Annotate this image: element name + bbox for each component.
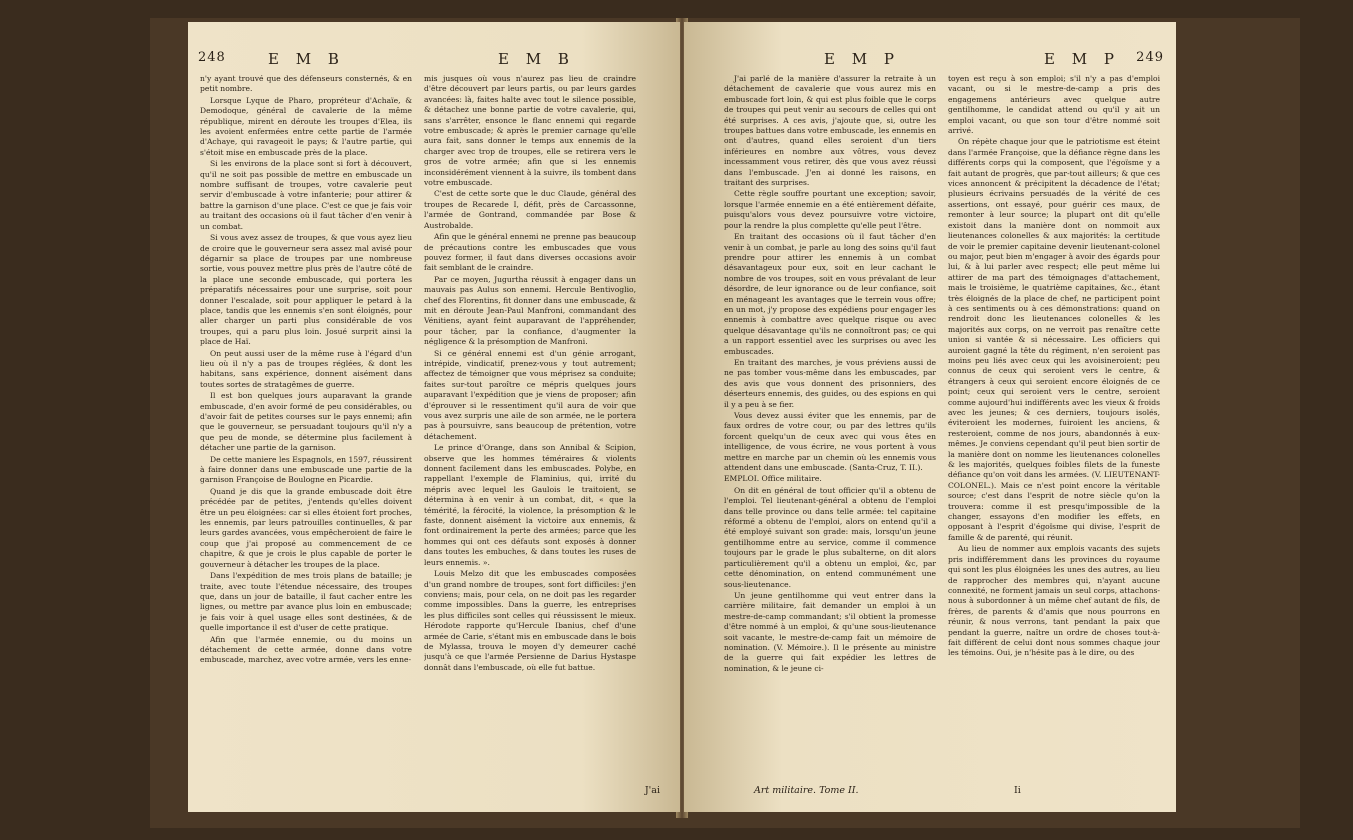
paragraph: Si les environs de la place sont si fort à découvert, qu'il ne soit pas possible de mettre en embuscade un nombre suffisant de troupes, votre cavalerie peut servir d'embuscade à votre infanterie; pour attirer & battre la garnison d'une place. C'est ce que je fais voir au traitant des occasions où il faut tâcher d'en venir à un combat.	[200, 159, 412, 231]
paragraph: Au lieu de nommer aux emplois vacants des sujets pris indifféremment dans les provinces du royaume qui sont les plus éloignées les unes des autres, au lieu de rapprocher des membres qui, n'ayant aucune connexité, ne forment jamais un seul corps, attachons-nous à subordonner à un même chef autant de fils, de frères, de parents & d'amis que nous pourrons en réunir, & nous verrons, tant pendant la paix que pendant la guerre, naître un ordre de choses tout-à-fait différent de celui dont nous sommes chaque jour les témoins. Oui, je n'hésite pas à le dire, ou des	[948, 544, 1160, 658]
paragraph: Un jeune gentilhomme qui veut entrer dans la carrière militaire, fait demander un emploi à un mestre-de-camp commandant; s'il obtient la promesse d'être nommé à un emploi, & qu'une sous-lieutenance soit vacante, le mestre-de-camp fait un mémoire de nomination. (V. Mémoire.). Il le présente au ministre de la guerre qui fait expédier les lettres de nomination, & le jeune ci-	[724, 590, 936, 673]
paragraph: Lorsque Lyque de Pharo, propréteur d'Achaïe, & Demodoque, général de cavalerie de la même république, mirent en déroute les troupes d'Elea, ils les avoient enfermées entre cette partie de l'armée d'Achaye, qui ravageoit le pays; & l'autre partie, qui s'étoit mise en embuscade près de la place.	[200, 95, 412, 157]
paragraph: Vous devez aussi éviter que les ennemis, par de faux ordres de votre cour, ou par des lettres qu'ils forcent quelqu'un de ceux avec qui vous êtes en intelligence, de vous écrire, ne vous portent à vous mettre en marche par un chemin où les ennemis vous attendent dans une embuscade. (Santa-Cruz, T. II.).	[724, 411, 936, 473]
right-column-2	[948, 74, 1160, 774]
running-head-right-col1: E M P	[824, 50, 900, 68]
running-head-left-col2: E M B	[498, 50, 575, 68]
paragraph: Afin que le général ennemi ne prenne pas beaucoup de précautions contre les embuscades que vous pouvez former, il faut dans diverses occasions avoir fait semblant de le craindre.	[424, 232, 636, 273]
paragraph: Afin que l'armée ennemie, ou du moins un détachement de cette armée, donne dans votre embuscade, marchez, avec votre armée, vers les enne-	[200, 634, 412, 665]
right-column-1	[724, 74, 936, 774]
paragraph: Louis Melzo dit que les embuscades composées d'un grand nombre de troupes, sont fort difficiles: j'en conviens; mais, pour cela, on ne doit pas les regarder comme impossibles. Dans la guerre, les entreprises les plus difficiles sont celles qui réussissent le mieux. Hérodote rapporte qu'Hercule Ibanius, chef d'une armée de Carie, s'étant mis en embuscade dans le bois de Mylassa, trouva le moyen d'y demeurer caché jusqu'à ce que l'armée Persienne de Darius Hystaspe donnât dans l'embuscade, où elle fut battue.	[424, 569, 636, 672]
paragraph: Par ce moyen, Jugurtha réussit à engager dans un mauvais pas Aulus son ennemi. Hercule Bentivoglio, chef des Florentins, fit donner dans une embuscade, & mit en déroute Jean-Paul Manfroni, commandant des Vénitiens, ayant feint auparavant de l'appréhender, pour tâcher, par la confiance, d'augmenter la négligence & la présomption de Manfroni.	[424, 274, 636, 347]
paragraph: Si vous avez assez de troupes, & que vous ayez lieu de croire que le gouverneur sera assez mal avisé pour dégarnir sa place de troupes par une nombreuse sortie, vous pouvez mettre plus près de l'autre côté de la place une seconde embuscade, qui portera les préparatifs nécessaires pour une surprise, soit pour donner l'escalade, soit pour appliquer le petard à la place, tandis que les ennemis s'en sont éloignés, pour aller charger un parti plus considérable de vos troupes, qui a paru plus loin. Josué surprit ainsi la place de Haï.	[200, 233, 412, 347]
paragraph: n'y ayant trouvé que des défenseurs consternés, & en petit nombre.	[200, 74, 412, 94]
page-number-right: 249	[1136, 50, 1164, 65]
left-column-2	[424, 74, 636, 774]
paragraph: On peut aussi user de la même ruse à l'égard d'un lieu où il n'y a pas de troupes réglées, & dont les habitans, sans expérience, donnent aisément dans toutes sortes de stratagêmes de guerre.	[200, 348, 412, 389]
paragraph: Dans l'expédition de mes trois plans de bataille; je traite, avec toute l'étendue nécessaire, des troupes que, dans un jour de bataille, il faut cacher entre les lignes, ou mettre par avance plus loin en embuscade; je fais voir à quel usage elles sont destinées, & de quelle importance il est d'user de cette pratique.	[200, 571, 412, 633]
paragraph: C'est de cette sorte que le duc Claude, général des troupes de Recarede I, défit, près de Carcassonne, l'armée de Gontrand, commandée par Bose & Austrobalde.	[424, 189, 636, 230]
paragraph: mis jusques où vous n'aurez pas lieu de craindre d'être découvert par leurs partis, ou par leurs gardes avancées: là, faites halte avec tout le silence possible, & détachez une bonne partie de votre cavalerie, qui, sans s'arrêter, ensonce le flanc ennemi qui regarde votre embuscade; & après le premier carnage qu'elle aura fait, sans donner le temps aux ennemis de la charger avec trop de troupes, elle se retirera vers le gros de votre armée; afin que si les ennemis inconsidérément viennent à la suivre, ils tombent dans votre embuscade.	[424, 74, 636, 188]
right-header	[684, 50, 1176, 68]
paragraph: J'ai parlé de la manière d'assurer la retraite à un détachement de cavalerie que vous aurez mis en embuscade fort loin, & qui est plus foible que le corps de troupes qui peut venir au secours de celles qui ont été surprises. A ces avis, j'ajoute que, si, outre les troupes battues dans votre embuscade, les ennemis en ont d'autres, quand elles seroient d'un tiers inférieures en nombre aux vôtres, vous devez incessamment vous retirer, dès que vous avez réussi dans l'embuscade. J'en ai donné les raisons, en traitant des surprises.	[724, 74, 936, 188]
signature-mark: Ii	[1014, 785, 1021, 796]
running-head-right-col2: E M P	[1044, 50, 1120, 68]
paragraph: Si ce général ennemi est d'un génie arrogant, intrépide, vindicatif, prenez-vous y tout autrement; affectez de témoigner que vous méprisez sa conduite; faites sur-tout paroître ce mépris quelques jours auparavant l'expédition que je viens de proposer; afin d'éprouver si le ressentiment qu'il aura de voir que vous avez surpris une aile de son armée, ne le portera pas à poursuivre, sans beaucoup de prétention, votre détachement.	[424, 348, 636, 441]
left-page	[188, 22, 680, 812]
page-number-left: 248	[198, 50, 226, 65]
catchword: J'ai	[644, 785, 660, 796]
paragraph: En traitant des occasions où il faut tâcher d'en venir à un combat, je parle au long des soins qu'il faut prendre pour attirer les ennemis à un combat désavantageux pour eux, soit en leur cachant le nombre de vos troupes, soit en vous prévalant de leur désordre, de leur ignorance ou de leur confiance, soit en ménageant les avantages que le terrein vous offre; en un mot, j'y propose des expédiens pour engager les ennemis à combattre avec quelque risque ou avec quelque désavantage qu'ils ne connoîtront pas; ce qui a un rapport essentiel avec les surprises ou avec les embuscades.	[724, 232, 936, 356]
entry-heading-emploi: EMPLOI. Office militaire.	[724, 474, 822, 484]
page-footer: Art militaire. Tome II.	[754, 785, 859, 796]
paragraph: Le prince d'Orange, dans son Annibal & Scipion, observe que les hommes téméraires & violents donnent facilement dans les embuscades. Polybe, en rappellant l'exemple de Flaminius, qui, irrité du mépris avec lequel les Gaulois le traitoient, se détermina à en venir à un combat, dit, « que la témérité, la férocité, la violence, la présomption & le faste, donnent aisément la victoire aux ennemis, & font ordinairement la perte des armées; parce que les hommes qui ont ces défauts sont exposés à donner dans toutes les embuches, & dans toutes les ruses de leurs ennemis. ».	[424, 443, 636, 567]
paragraph: En traitant des marches, je vous préviens aussi de ne pas tomber vous-même dans les embuscades, par des avis que vous donnent des prisonniers, des déserteurs ennemis, des guides, ou des espions en qui il y a peu à se fier.	[724, 357, 936, 409]
paragraph: De cette maniere les Espagnols, en 1597, réussirent à faire donner dans une embuscade une partie de la garnison Françoise de Boulogne en Picardie.	[200, 454, 412, 485]
paragraph: On répète chaque jour que le patriotisme est éteint dans l'armée Françoise, que la défiance règne dans les différents corps qui la composent, que l'égoïsme y a fait autant de progrès, que par-tout ailleurs; & que ces vices annoncent & précipitent la décadence de l'état; plusieurs écrivains persuadés de la vérité de ces assertions, ont essayé, pour guérir ces maux, de remonter à leur source; la plupart ont dit qu'elle existoit dans la manière dont on nommoit aux lieutenances colonelles & aux majorités: la certitude de voir le premier capitaine devenir lieutenant-colonel ou major, peut bien m'engager à avoir des égards pour lui, & à lui parler avec respect; elle peut même lui attirer de ma part des témoignages d'attachement, mais le troisième, le quatrième capitaines, &c., étant très éloignés de la place de chef, ne participent point à ces sentiments ou à ces démonstrations: quand on rendroit donc les lieutenances colonelles & les majorités aux corps, on ne verroit pas renaître cette union si vantée & si nécessaire. Les officiers qui auroient gagné la tête du régiment, n'en seroient pas moins peu liés avec ceux qui les avoisineroient; peu connus de ceux qui seroient vers le centre, & étrangers à ceux qui seroient encore éloignés de ce point; ceux qui seroient vers le centre, seroient comme aujourd'hui indifférents avec les vieux & froids avec les jeunes; & ces derniers, toujours isolés, éviteroient les modernes, fuiroient les anciens, & resteroient, comme de nos jours, abandonnés à eux-mêmes. Je conviens cependant qu'il peut bien sortir de la manière dont on nomme les lieutenances colonelles & les majorités, quelques foibles filets de la funeste défiance qu'on voit dans les armées. (V. LIEUTENANT-COLONEL.). Mais ce n'est point encore la véritable source; c'est dans l'esprit de notre siècle qu'on la trouvera: comme il est presqu'impossible de la changer, essayons d'en modifier les effets, en opposant à l'esprit d'égoïsme qui divise, l'esprit de famille & de parenté, qui réunit.	[948, 137, 1160, 542]
paragraph: Cette règle souffre pourtant une exception; savoir, lorsque l'armée ennemie en a été entièrement défaite, puisqu'alors vous devez poursuivre votre victoire, pour la rendre la plus complette qu'elle peut l'être.	[724, 189, 936, 230]
running-head-left-col1: E M B	[268, 50, 345, 68]
right-page	[684, 22, 1176, 812]
left-header	[188, 50, 680, 68]
paragraph: Quand je dis que la grande embuscade doit être précédée par de petites, j'entends qu'elles doivent être un peu éloignées: car si elles étoient fort proches, les ennemis, par leurs patrouilles continuelles, & par leurs gardes avancées, vous empêcheroient de faire le coup que j'ai proposé au commencement de ce chapitre, & que je crois le plus capable de porter le gouverneur à détacher les troupes de la place.	[200, 486, 412, 569]
left-column-1	[200, 74, 412, 774]
paragraph: Il est bon quelques jours auparavant la grande embuscade, d'en avoir formé de peu considérables, ou d'avoir fait de petites courses sur le pays ennemi; afin que le gouverneur, se persuadant toujours qu'il n'y a que peu de monde, se détermine plus facilement à détacher une partie de la garnison.	[200, 391, 412, 453]
paragraph: On dit en général de tout officier qu'il a obtenu de l'emploi. Tel lieutenant-général a obtenu de l'emploi dans telle province ou dans telle armée: tel capitaine réformé a obtenu de l'emploi, alors on entend qu'il a été employé suivant son grade: mais, lorsqu'un jeune gentilhomme entre au service, comme il commence toujours par le grade le plus subalterne, on dit alors particulièrement qu'il a obtenu un emploi, &c, par cette dénomination, on entend communément une sous-lieutenance.	[724, 485, 936, 589]
paragraph: toyen est reçu à son emploi; s'il n'y a pas d'emploi vacant, ou si le mestre-de-camp a pris des engagemens antérieurs avec quelque autre gentilhomme, le candidat attend ou qu'il y ait un emploi vacant, ou que son tour d'être nommé soit arrivé.	[948, 74, 1160, 136]
